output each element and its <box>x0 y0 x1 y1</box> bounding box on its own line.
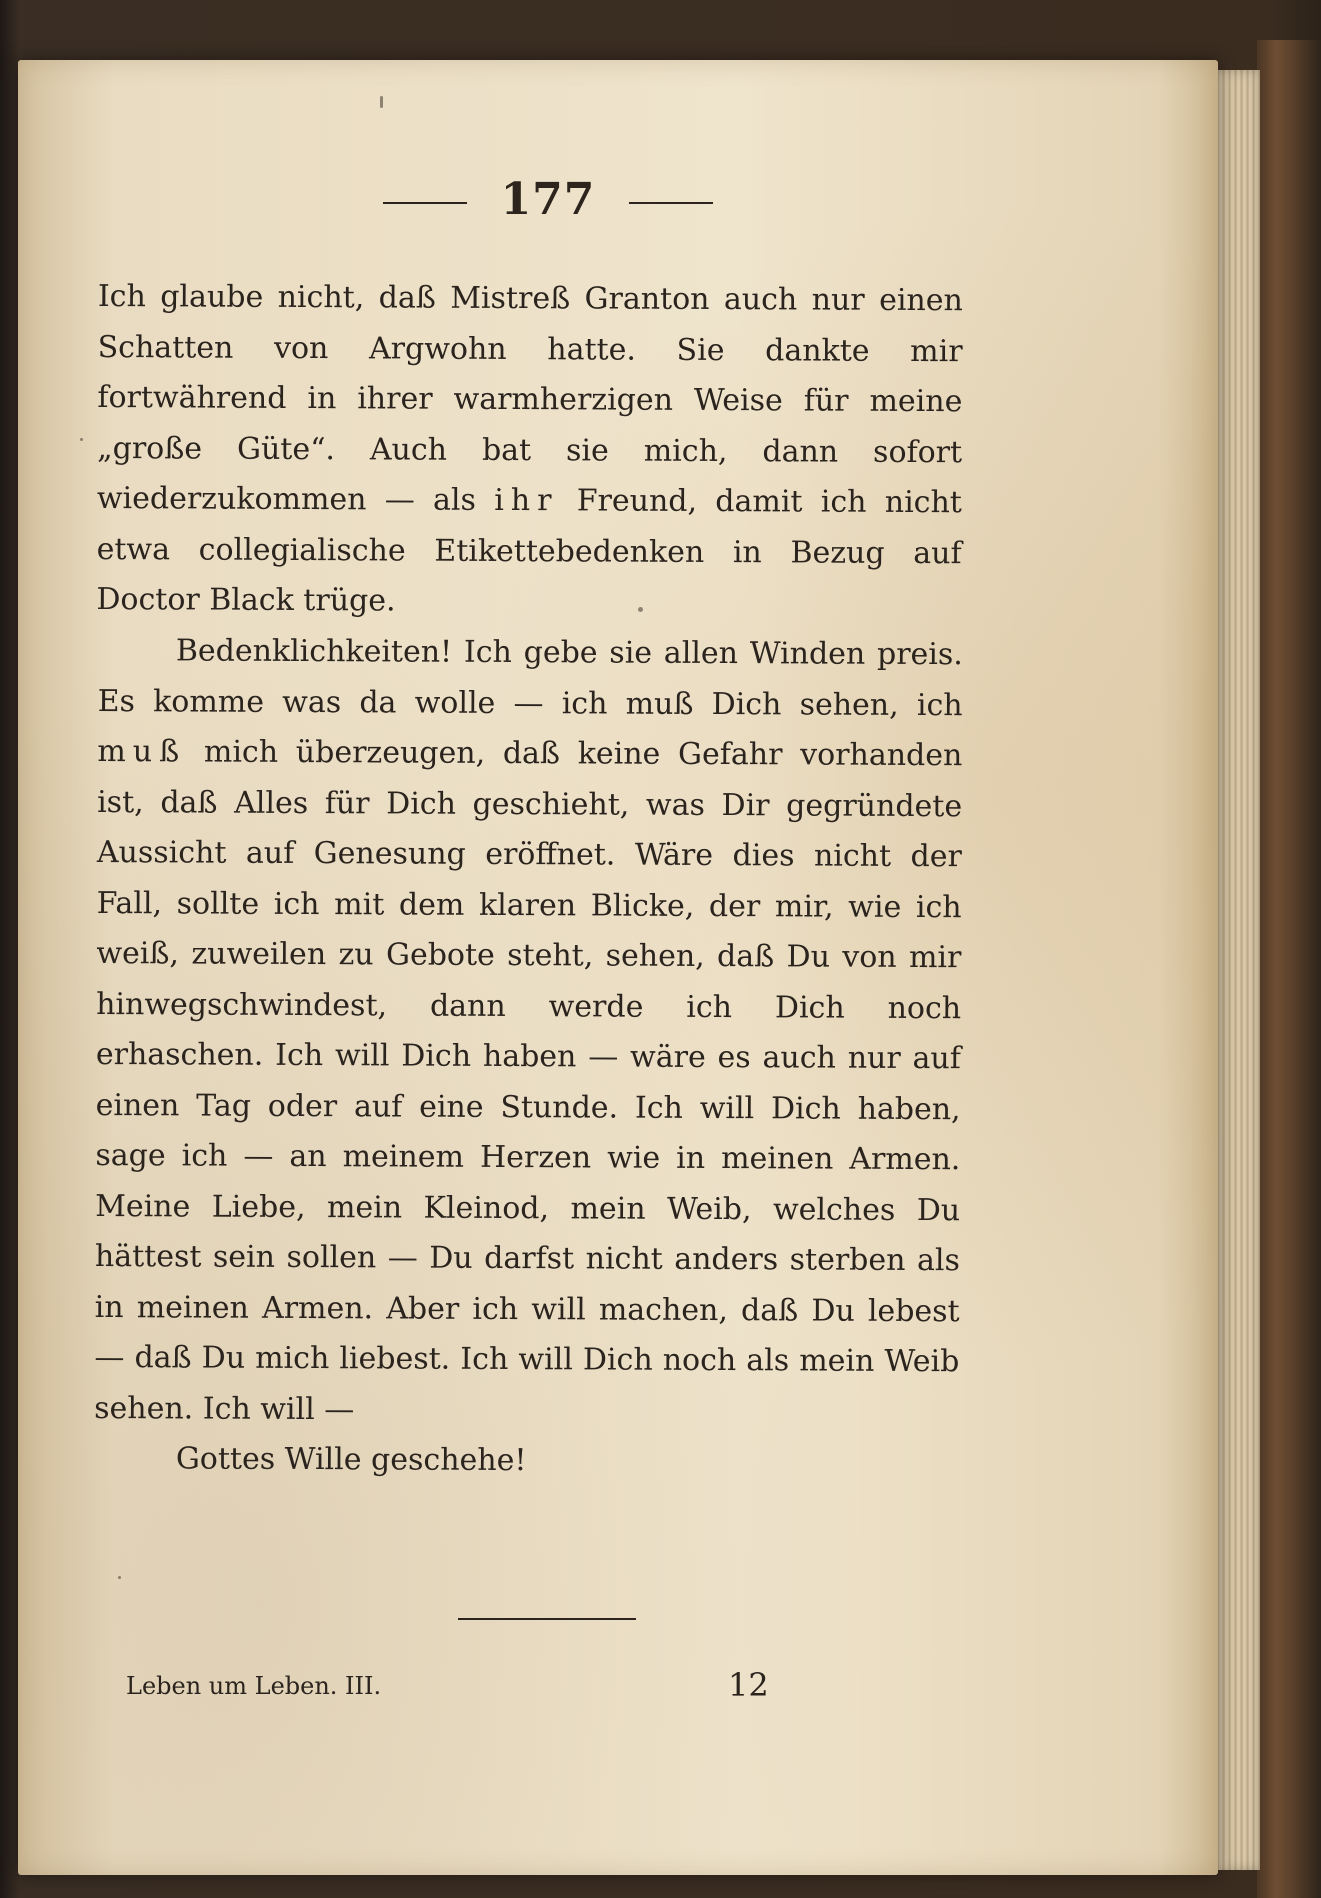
paper-speck <box>380 96 383 108</box>
paper-speck <box>118 1576 121 1579</box>
footer-signature-mark: 12 <box>728 1666 769 1704</box>
book-page <box>18 60 1218 1875</box>
paper-speck <box>638 607 643 612</box>
paragraph-2-text-before: Bedenklichkeiten! Ich gebe sie allen Winden preis. Es komme was da wolle — ich muß Dich sehen, ich <box>97 632 963 723</box>
footer-book-title: Leben um Leben. III. <box>126 1672 382 1700</box>
paragraph-2-emphasis: muß <box>97 733 187 769</box>
paragraph-1-emphasis: ihr <box>494 482 559 519</box>
paragraph-3 <box>98 1434 963 1489</box>
body-text <box>94 272 963 1484</box>
paragraph-1 <box>96 272 963 630</box>
page-number: 177 <box>500 174 596 225</box>
paragraph-3-text-before: Gottes Wille geschehe! <box>175 1440 527 1478</box>
paragraph-2-text-after: mich überzeugen, daß keine Gefahr vorhanden ist, daß Alles für Dich geschieht, was Dir gegründete Aussicht auf Genesung eröffnet. Wäre dies nicht der Fall, sollte ich mit dem klaren Blicke, der mir, wie ich weiß, zuweilen zu Gebote steht, sehen, daß Du von mir hinwegschwindest, dann werde ich Dich noch erhaschen. Ich will Dich haben — wäre es auch nur auf einen Tag oder auf eine Stunde. Ich will Dich haben, sage ich — an meinem Herzen wie in meinen Armen. Meine Liebe, mein Kleinod, mein Weib, welches Du hättest sein sollen — Du darfst nicht anders sterben als in meinen Armen. Aber ich will machen, daß Du lebest — daß Du mich liebest. Ich will Dich noch als mein Weib sehen. Ich will — <box>94 733 963 1427</box>
paper-speck <box>80 438 83 441</box>
paragraph-1-text-after: Freund, damit ich nicht etwa collegialische Etikettebedenken in Bezug auf Doctor Black trüge. <box>96 483 962 619</box>
page-header <box>18 174 1078 225</box>
header-dash-right <box>629 202 713 204</box>
paragraph-1-text-before: Ich glaube nicht, daß Mistreß Granton auch nur einen Schatten von Argwohn hatte. Sie dankte mir fortwährend in ihrer warmherzigen Weise für meine „große Güte“. Auch bat sie mich, dann sofort wiederzukommen — als <box>96 278 963 518</box>
paragraph-2 <box>94 626 963 1438</box>
book-cover-edge <box>1257 40 1321 1898</box>
footer-rule <box>458 1618 636 1620</box>
header-dash-left <box>383 202 467 204</box>
